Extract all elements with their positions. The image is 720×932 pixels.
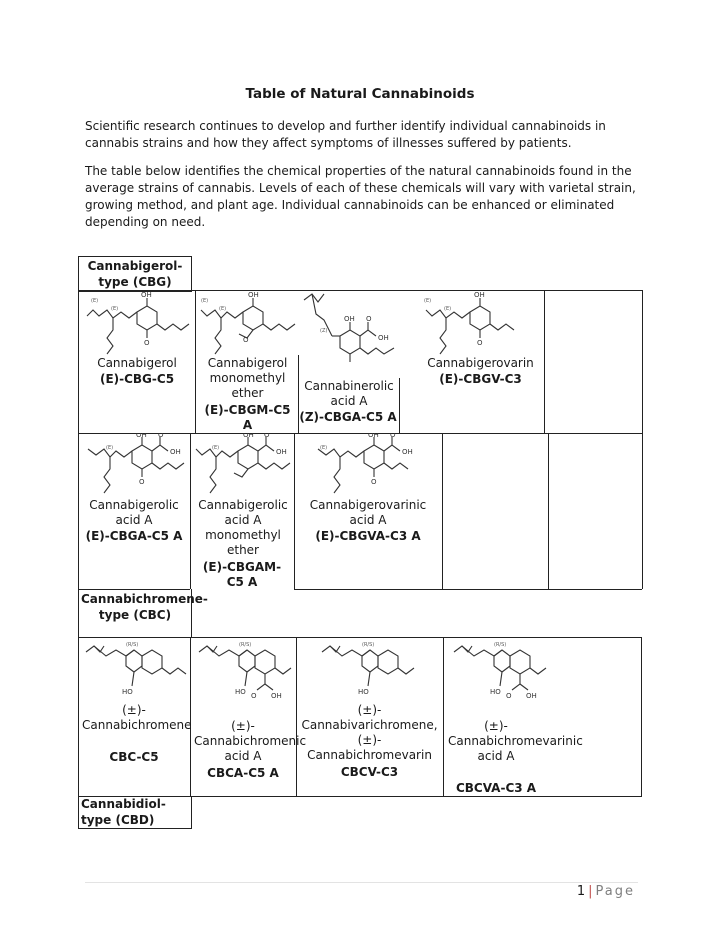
stereo-label: (E) <box>219 306 227 312</box>
cannabigerol-structure <box>83 290 193 360</box>
stereo-label: (E) <box>201 298 209 304</box>
stereo-label: (E) <box>111 306 119 312</box>
cbgam-structure <box>194 433 292 497</box>
stereo-label: (E) <box>212 445 220 451</box>
column-rule <box>294 433 295 589</box>
compound-name: Cannabigerolic acid A <box>89 498 179 527</box>
stereo-label: (E) <box>91 298 99 304</box>
cbca-structure <box>195 638 295 710</box>
compound-code: (E)-CBGV-C3 <box>439 372 522 386</box>
section-header-text: Cannabidiol-type (CBD) <box>81 797 166 827</box>
hydroxyl-label: HO <box>122 688 133 696</box>
hydroxyl-label: OH <box>402 448 413 456</box>
compound-code: (E)-CBGVA-C3 A <box>315 529 421 543</box>
cbc-structure <box>82 638 190 700</box>
compound-code: CBCV-C3 <box>340 765 399 779</box>
stereo-label: (E) <box>320 445 328 451</box>
column-rule <box>190 637 191 797</box>
cbg-section-header <box>78 256 192 292</box>
compound-code: (E)-CBGA-C5 A <box>85 529 183 543</box>
cannabigerovarin-structure <box>418 290 528 360</box>
stereo-label: (R/S) <box>126 642 139 648</box>
oxygen-label: O <box>390 433 396 439</box>
stereo-label: (Z) <box>320 328 328 334</box>
oxygen-label: O <box>371 478 377 486</box>
hydroxyl-label: OH <box>474 291 485 299</box>
column-rule <box>641 637 642 797</box>
compound-name: (±)-Cannabichromenic acid A <box>194 719 307 763</box>
compound-name: Cannabigerovarin <box>427 356 534 370</box>
hydroxyl-label: OH <box>136 433 147 439</box>
footer-rule <box>85 882 638 883</box>
hydroxyl-label: OH <box>378 334 389 342</box>
page-footer <box>577 884 635 899</box>
column-rule <box>78 433 79 589</box>
compound-name: Cannabigerol <box>97 356 177 370</box>
compound-name: Cannabigerolic acid A monomethyl ether <box>198 498 288 557</box>
page-word: Page <box>595 884 635 899</box>
stereo-label: (R/S) <box>494 642 507 648</box>
column-rule <box>548 433 549 589</box>
cbcva-structure <box>450 638 560 710</box>
oxygen-label: O <box>366 315 372 323</box>
column-rule <box>443 637 444 797</box>
compound-name: (±)-Cannabivarichromene, (±)-Cannabichromevarin <box>301 703 438 762</box>
cbgva-structure <box>300 433 440 497</box>
column-rule <box>190 433 191 589</box>
compound-code: (Z)-CBGA-C5 A <box>299 410 397 424</box>
oxygen-label: O <box>264 433 270 439</box>
column-rule <box>642 433 643 589</box>
hydroxyl-label: OH <box>526 692 537 700</box>
compound-name: Cannabigerol monomethyl ether <box>207 356 288 400</box>
hydroxyl-label: OH <box>243 433 254 439</box>
hydroxyl-label: OH <box>141 291 152 299</box>
oxygen-label: O <box>477 339 483 347</box>
cbd-section-header <box>78 796 192 829</box>
hydroxyl-label: HO <box>358 688 369 696</box>
column-rule <box>399 378 400 433</box>
column-rule <box>642 290 643 433</box>
description-paragraph: The table below identifies the chemical properties of the natural cannabinoids found in the average strains of cannabis. Levels of each of these chemicals will vary with varietal strain, growing method, and plant age. Individual cannabinoids can be enhanced or eliminated depending on need. <box>85 164 636 229</box>
stereo-label: (E) <box>424 298 432 304</box>
column-rule <box>296 637 297 797</box>
hydroxyl-label: OH <box>248 291 259 299</box>
compound-code: CBCA-C5 A <box>207 766 279 780</box>
oxygen-label: O <box>506 692 512 700</box>
intro-paragraph: Scientific research continues to develop and further identify individual cannabinoids in cannabis strains and how they affect symptoms of illnesses suffered by patients. <box>85 119 606 150</box>
stereo-label: (R/S) <box>239 642 252 648</box>
compound-name: (±)-Cannabichromevarinic acid A <box>448 719 583 763</box>
compound-code: (E)-CBG-C5 <box>99 372 175 386</box>
cbc-section-header <box>78 589 208 638</box>
column-rule <box>544 290 545 433</box>
cbgm-structure <box>195 290 300 360</box>
column-rule <box>78 290 79 433</box>
compound-name: (±)-Cannabichromene <box>82 703 192 732</box>
hydroxyl-label: OH <box>344 315 355 323</box>
compound-code: CBC-C5 <box>109 750 159 764</box>
cbcv-structure <box>318 638 428 700</box>
compound-code: (E)-CBGM-C5 A <box>204 403 291 432</box>
hydroxyl-label: HO <box>235 688 246 696</box>
compound-name: Cannabigerovarinic acid A <box>309 498 427 527</box>
hydroxyl-label: OH <box>276 448 287 456</box>
page-title: Table of Natural Cannabinoids <box>245 86 475 102</box>
hydroxyl-label: HO <box>490 688 501 696</box>
oxygen-label: O <box>139 478 145 486</box>
column-rule <box>78 637 79 797</box>
oxygen-label: O <box>243 336 249 344</box>
hydroxyl-label: OH <box>271 692 282 700</box>
cbga-structure <box>82 433 190 497</box>
stereo-label: (R/S) <box>362 642 375 648</box>
oxygen-label: O <box>144 339 150 347</box>
section-header-text: Cannabigerol-type (CBG) <box>87 259 183 289</box>
hydroxyl-label: OH <box>170 448 181 456</box>
compound-code: CBCVA-C3 A <box>455 781 537 795</box>
cannabinerolic-structure <box>298 290 403 380</box>
row-rule <box>294 589 642 590</box>
stereo-label: (E) <box>106 445 114 451</box>
oxygen-label: O <box>158 433 164 439</box>
oxygen-label: O <box>251 692 257 700</box>
column-rule <box>442 433 443 589</box>
stereo-label: (E) <box>444 306 452 312</box>
compound-code: (E)-CBGAM-C5 A <box>202 560 282 589</box>
hydroxyl-label: OH <box>368 433 379 439</box>
page-number: 1 <box>576 884 586 899</box>
compound-name: Cannabinerolic acid A <box>304 379 394 408</box>
section-header-text: Cannabichromene-type (CBC) <box>81 592 208 622</box>
footer-separator: | <box>588 884 593 899</box>
